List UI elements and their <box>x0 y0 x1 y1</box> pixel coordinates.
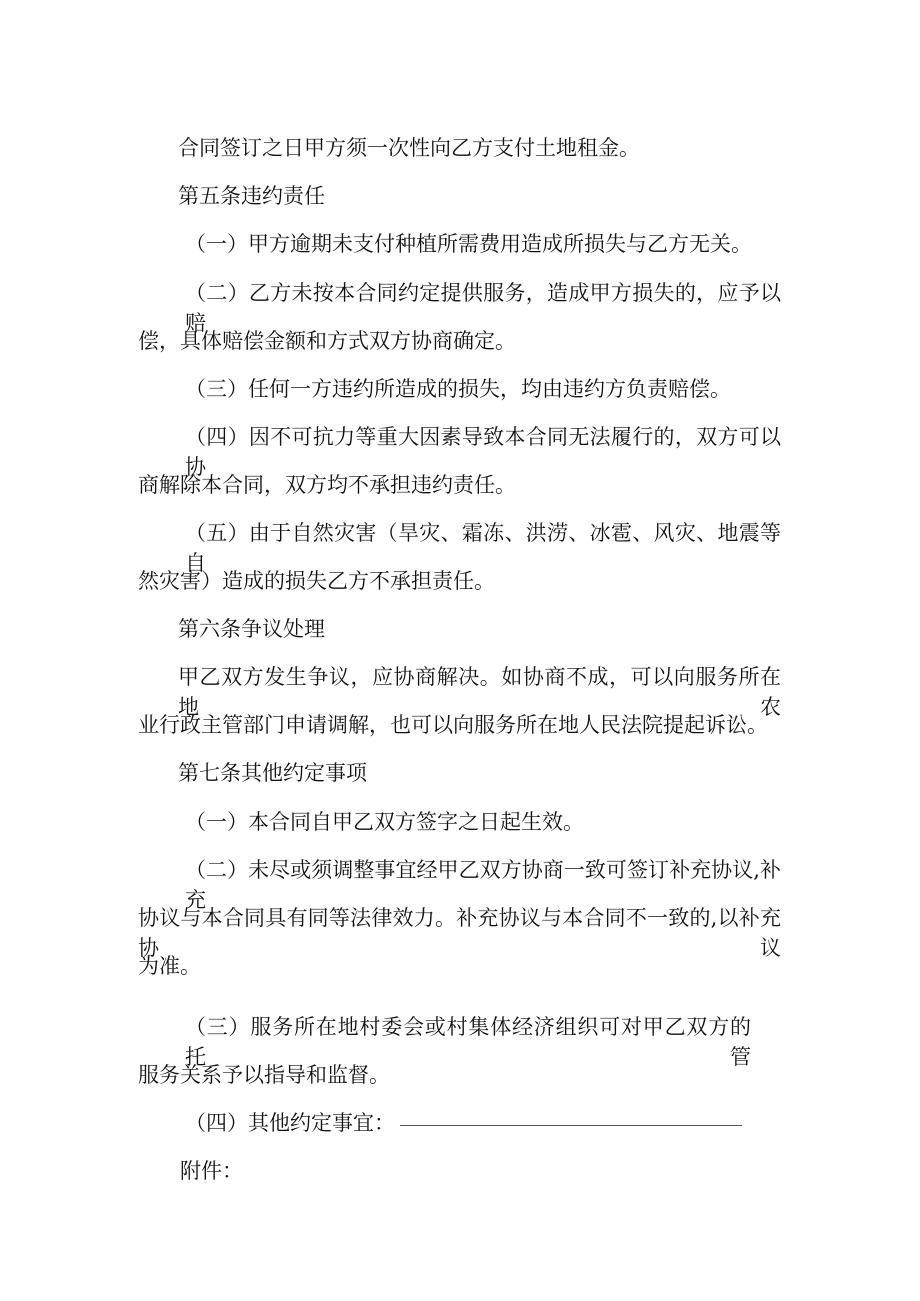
article-5-item-5-line-1: （五）由于自然灾害（旱灾、霜冻、洪涝、冰雹、风灾、地震等自 <box>185 521 781 575</box>
article-7-item-4: （四）其他约定事宜： <box>185 1111 395 1135</box>
article-7-heading: 第七条其他约定事项 <box>178 761 367 785</box>
attachment-label: 附件： <box>180 1159 243 1183</box>
article-7-item-3-line-1: （三）服务所在地村委会或村集体经济组织可对甲乙双方的托管 <box>185 1015 751 1069</box>
article-5-item-4-line-2: 商解除本合同，双方均不承担违约责任。 <box>138 473 516 497</box>
article-7-item-2-line-2: 协议与本合同具有同等法律效力。补充协议与本合同不一致的,以补充协议 <box>138 906 781 960</box>
article-7-item-2-line-3: 为准。 <box>138 954 201 978</box>
article-5-heading: 第五条违约责任 <box>178 184 325 208</box>
article-6-body-line-1: 甲乙双方发生争议，应协商解决。如协商不成，可以向服务所在地农 <box>178 665 781 719</box>
article-5-item-2-line-2: 偿，具体赔偿金额和方式双方协商确定。 <box>138 329 516 353</box>
article-5-item-1: （一）甲方逾期未支付种植所需费用造成所损失与乙方无关。 <box>185 232 752 256</box>
article-7-item-2-line-1: （二）未尽或须调整事宜经甲乙双方协商一致可签订补充协议,补充 <box>185 858 781 912</box>
article-7-item-1: （一）本合同自甲乙双方签字之日起生效。 <box>185 810 584 834</box>
article-6-body-line-2: 业行政主管部门申请调解，也可以向服务所在地人民法院提起诉讼。 <box>138 713 768 737</box>
article-7-item-3-line-2: 服务关系予以指导和监督。 <box>138 1063 390 1087</box>
article-5-item-5-line-2: 然灾害）造成的损失乙方不承担责任。 <box>138 569 495 593</box>
fill-in-blank-line <box>400 1125 742 1126</box>
article-5-item-3: （三）任何一方违约所造成的损失，均由违约方负责赔偿。 <box>185 377 731 401</box>
article-6-heading: 第六条争议处理 <box>178 617 325 641</box>
article-5-item-2-line-1: （二）乙方未按本合同约定提供服务，造成甲方损失的，应予以赔 <box>185 281 781 335</box>
article-5-item-4-line-1: （四）因不可抗力等重大因素导致本合同无法履行的，双方可以协 <box>185 425 781 479</box>
payment-clause-line: 合同签订之日甲方须一次性向乙方支付土地租金。 <box>178 136 640 160</box>
